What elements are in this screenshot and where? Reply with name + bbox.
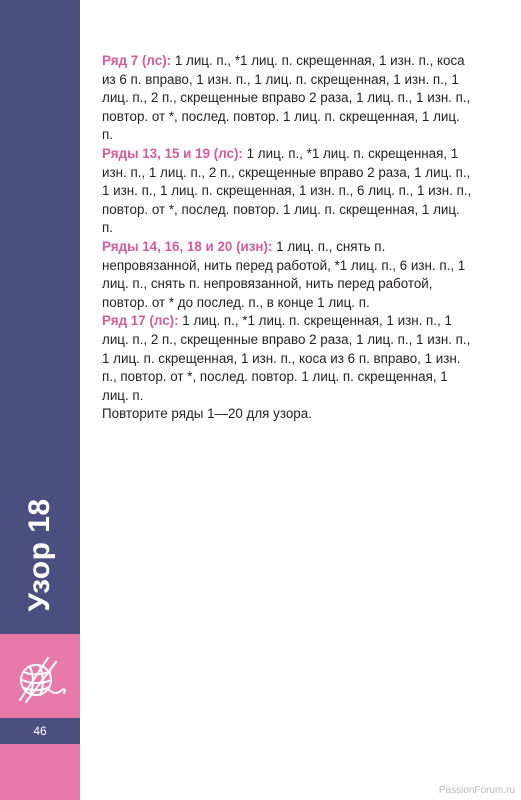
pattern-instructions <box>102 52 474 424</box>
page-number: 46 <box>0 718 80 744</box>
row-label: Ряд 17 (лс): <box>102 313 179 329</box>
row-text: 1 лиц. п., *1 лиц. п. скрещенная, 1 изн. п., коса из 6 п. вправо, 1 изн. п., 1 лиц. п. скрещенная, 1 изн. п., 1 лиц. п., 2 п., скрещенные вправо 2 раза, 1 лиц. п., 1 изн. п., повтор. от *, послед. повтор. 1 лиц. п. скрещенная, 1 лиц. п. <box>102 53 471 143</box>
row-label: Ряды 13, 15 и 19 (лс): <box>102 145 243 161</box>
row-label: Ряды 14, 16, 18 и 20 (изн): <box>102 238 273 254</box>
paragraph-repeat-note <box>102 405 474 424</box>
pattern-title: Узор 18 <box>23 498 56 612</box>
row-label: Ряд 7 (лс): <box>102 53 172 68</box>
watermark: PassionForum.ru <box>438 785 515 796</box>
paragraph-row-7 <box>102 52 474 145</box>
yarn-ball-icon <box>12 650 68 706</box>
row-text: 1 лиц. п., снять п. непровязанной, нить перед работой, *1 лиц. п., 6 изн. п., 1 лиц. п., снять п. непровязанной, нить перед работой, повтор. от * до послед. п., в конце 1 лиц. п. <box>102 238 466 310</box>
row-text: 1 лиц. п., *1 лиц. п. скрещенная, 1 изн. п., 1 лиц. п., 2 п., скрещенные вправо 2 раза, 1 лиц. п., 1 изн. п., 1 лиц. п. скрещенная, 1 изн. п., 6 лиц. п., 1 изн. п., повтор. от *, послед. повтор. 1 лиц. п. скрещенная, 1 лиц. п. <box>102 145 472 236</box>
row-text: 1 лиц. п., *1 лиц. п. скрещенная, 1 изн. п., 1 лиц. п., 2 п., скрещенные вправо 2 раза, 1 лиц. п., 1 изн. п., 1 лиц. п. скрещенная, 1 изн. п., коса из 6 п. вправо, 1 изн. п., повтор. от *, послед. повтор. 1 лиц. п. скрещенная, 1 лиц. п. <box>102 313 471 403</box>
repeat-note-text: Повторите ряды 1—20 для узора. <box>102 406 312 422</box>
paragraph-rows-14-16-18-20 <box>102 238 474 312</box>
paragraph-row-17 <box>102 312 474 405</box>
paragraph-rows-13-15-19 <box>102 145 474 238</box>
